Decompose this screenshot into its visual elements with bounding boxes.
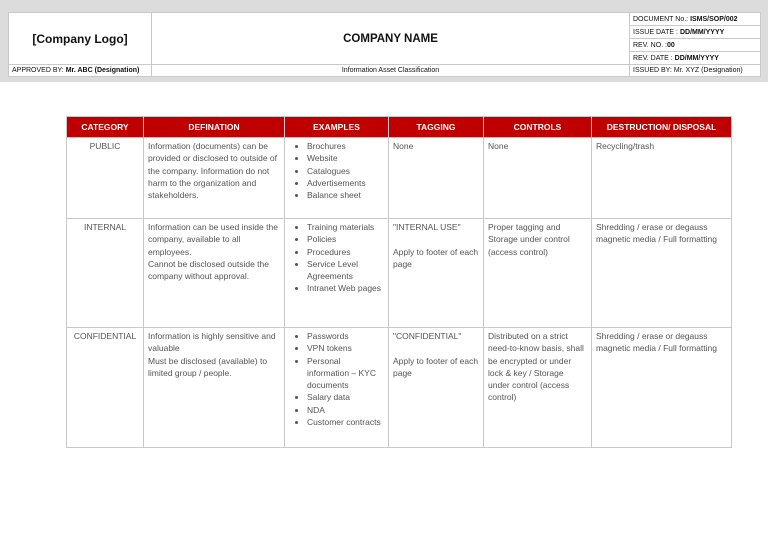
definition-cell [144, 328, 285, 448]
examples-cell [285, 138, 389, 219]
issued-by: ISSUED BY: Mr. XYZ (Designation) [630, 65, 761, 77]
category-cell: PUBLIC [67, 138, 144, 219]
revision-date: REV. DATE : DD/MM/YYYY [630, 52, 761, 65]
tagging-cell [389, 328, 484, 448]
document-number: DOCUMENT No.: ISMS/SOP/002 [630, 13, 761, 26]
controls-cell: Proper tagging and Storage under control (access control) [484, 219, 592, 328]
definition-cell [144, 219, 285, 328]
list-item: • Intranet Web pages [307, 282, 384, 294]
definition-text: Cannot be disclosed outside the company without approval. [148, 258, 269, 282]
list-item: • Salary data [307, 391, 384, 403]
controls-cell: None [484, 138, 592, 219]
definition-text: Information (documents) can be provided or disclosed to outside of the company. Information do not harm to the organization and stakeholders. [148, 141, 277, 201]
table-row [67, 219, 732, 328]
examples-cell [285, 328, 389, 448]
list-item: • Brochures [307, 140, 384, 152]
column-header: DESTRUCTION/ DISPOSAL [592, 117, 732, 138]
category-cell: CONFIDENTIAL [67, 328, 144, 448]
tagging-text: "CONFIDENTIAL" [393, 331, 462, 341]
list-item: • Balance sheet [307, 189, 384, 201]
definition-text: Information is highly sensitive and valuable [148, 331, 276, 354]
list-item: • Policies [307, 233, 384, 245]
column-header: CATEGORY [67, 117, 144, 138]
column-header: EXAMPLES [285, 117, 389, 138]
approved-by: APPROVED BY: Mr. ABC (Designation) [9, 65, 152, 77]
list-item: • NDA [307, 404, 384, 416]
tagging-text: "INTERNAL USE" [393, 222, 461, 232]
examples-cell [285, 219, 389, 328]
tagging-text: Apply to footer of each page [393, 355, 479, 378]
tagging-cell [389, 219, 484, 328]
examples-list [289, 330, 384, 428]
tagging-text: None [393, 141, 414, 151]
company-logo: [Company Logo] [9, 13, 152, 65]
document-title: Information Asset Classification [152, 65, 630, 77]
disposal-cell: Shredding / erase or degauss magnetic media / Full formatting [592, 219, 732, 328]
tagging-cell [389, 138, 484, 219]
table-row [67, 138, 732, 219]
column-header: TAGGING [389, 117, 484, 138]
tagging-text: Apply to footer of each page [393, 246, 479, 269]
table-row [67, 328, 732, 448]
document-header [8, 12, 761, 77]
list-item: • Website [307, 152, 384, 164]
list-item: • VPN tokens [307, 342, 384, 354]
list-item: • Procedures [307, 246, 384, 258]
list-item: • Customer contracts [307, 416, 384, 428]
list-item: • Passwords [307, 330, 384, 342]
disposal-cell: Recycling/trash [592, 138, 732, 219]
definition-text: Information can be used inside the company, available to all employees. [148, 222, 278, 257]
disposal-cell: Shredding / erase or degauss magnetic media / Full formatting [592, 328, 732, 448]
column-header: CONTROLS [484, 117, 592, 138]
column-header: DEFINATION [144, 117, 285, 138]
category-cell: INTERNAL [67, 219, 144, 328]
list-item: • Catalogues [307, 165, 384, 177]
revision-number: REV. NO. :00 [630, 39, 761, 52]
examples-list [289, 140, 384, 201]
definition-text: Must be disclosed (available) to limited group / people. [148, 355, 268, 378]
company-name: COMPANY NAME [152, 13, 630, 65]
examples-list [289, 221, 384, 295]
classification-table [66, 116, 732, 448]
controls-cell: Distributed on a strict need-to-know basis, shall be encrypted or under lock & key / Storage under control (access control) [484, 328, 592, 448]
list-item: • Training materials [307, 221, 384, 233]
list-item: • Advertisements [307, 177, 384, 189]
list-item: • Service Level Agreements [307, 258, 384, 283]
list-item: • Personal information – KYC documents [307, 355, 384, 392]
definition-cell [144, 138, 285, 219]
issue-date: ISSUE DATE : DD/MM/YYYY [630, 26, 761, 39]
